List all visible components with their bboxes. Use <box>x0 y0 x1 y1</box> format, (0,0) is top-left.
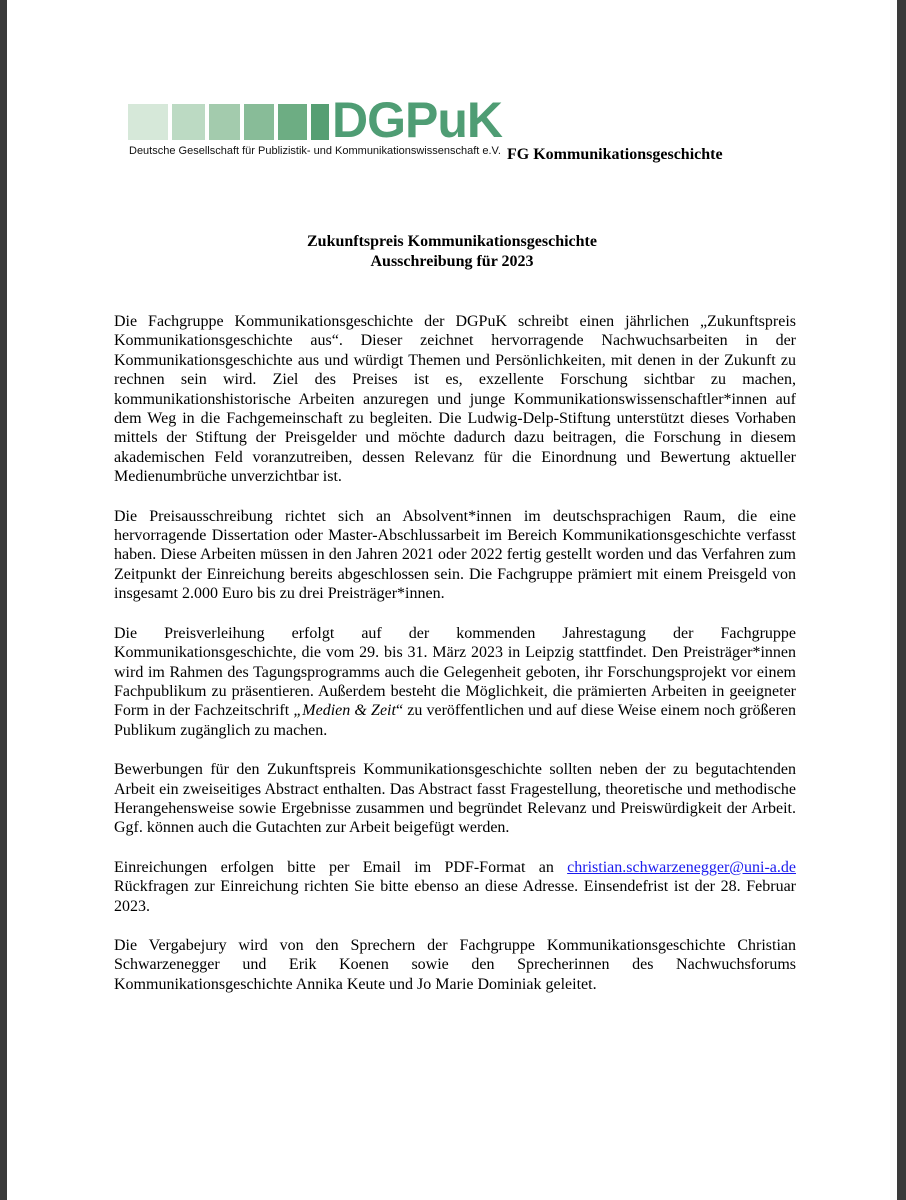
paragraph-text: Einreichungen erfolgen bitte per Email im PDF-Format an <box>114 858 568 876</box>
logo-bar <box>278 104 307 140</box>
section-label: FG Kommunikationsgeschichte <box>507 146 723 163</box>
logo-bar <box>128 104 168 140</box>
logo-bar <box>172 104 205 140</box>
document-title <box>7 232 897 272</box>
paragraph-application: Bewerbungen für den Zukunftspreis Kommunikationsgeschichte sollten neben der zu begutachtenden Arbeit ein zweiseitiges Abstract enthalten. Das Abstract fasst Fragestellung, theoretische und methodische Herangehensweise sowie Ergebnisse zusammen und begründet Relevanz und Preiswürdigkeit der Arbeit. Ggf. können auch die Gutachten zur Arbeit beigefügt werden. <box>114 761 796 837</box>
logo-subtitle: Deutsche Gesellschaft für Publizistik- und Kommunikationswissenschaft e.V. <box>129 145 501 157</box>
paragraph-text: Die Preisverleihung erfolgt auf der kommenden Jahrestagung der Fachgruppe Kommunikationsgeschichte, die vom 29. bis 31. März 2023 in Leipzig stattfindet. Den Preisträger*innen wird im Rahmen des Tagungsprogramms auch die Gelegenheit geboten, ihr Forschungsprojekt vor einem Fachpublikum zu präsentieren. Außerdem besteht die Möglichkeit, die prämierten Arbeiten in geeigneter Form in der Fachzeitschrift <box>114 624 796 720</box>
journal-name: „Medien & Zeit <box>293 702 396 720</box>
paragraph-submission <box>114 858 796 916</box>
title-line-1: Zukunftspreis Kommunikationsgeschichte <box>307 233 597 250</box>
paragraph-text: “ zu veröffentlichen und auf diese Weise einem noch größeren Publikum zugänglich zu machen. <box>114 702 796 739</box>
logo-bar <box>209 104 240 140</box>
paragraph-eligibility: Die Preisausschreibung richtet sich an Absolvent*innen im deutschsprachigen Raum, die eine hervorragende Dissertation oder Master-Abschlussarbeit im Bereich Kommunikationsgeschichte verfasst haben. Diese Arbeiten müssen in den Jahren 2021 oder 2022 fertig gestellt worden und das Verfahren zum Zeitpunkt der Einreichung bereits abgeschlossen sein. Die Fachgruppe prämiert mit einem Preisgeld von insgesamt 2.000 Euro bis zu drei Preisträger*innen. <box>114 507 796 603</box>
paragraph-award-ceremony <box>114 624 796 740</box>
document-page <box>7 0 897 1200</box>
title-line-2: Ausschreibung für 2023 <box>370 253 534 270</box>
logo-bar <box>244 104 274 140</box>
contact-email-link[interactable]: christian.schwarzenegger@uni-a.de <box>567 858 796 876</box>
document-body <box>114 312 796 1014</box>
paragraph-intro: Die Fachgruppe Kommunikationsgeschichte der DGPuK schreibt einen jährlichen „Zukunftspreis Kommunikationsgeschichte aus“. Dieser zeichnet hervorragende Nachwuchsarbeiten in der Kommunikationsgeschichte aus und würdigt Themen und Persönlichkeiten, mit denen in der Zukunft zu rechnen sein wird. Ziel des Preises ist es, exzellente Forschung sichtbar zu machen, kommunikationshistorische Arbeiten anzuregen und junge Kommunikationswissenschaftler*innen auf dem Weg in die Fachgemeinschaft zu begleiten. Die Ludwig-Delp-Stiftung unterstützt dieses Vorhaben mittels der Stiftung der Preisgelder und möchte dadurch dazu beitragen, die Forschung in diesem akademischen Feld voranzutreiben, dessen Relevanz für die Einordnung und Bewertung aktueller Medienumbrüche unverzichtbar ist. <box>114 313 796 486</box>
dgpuk-logo-text: DGPuK <box>332 92 502 148</box>
letterhead <box>7 0 897 200</box>
paragraph-text: Rückfragen zur Einreichung richten Sie bitte ebenso an diese Adresse. Einsendefrist ist der 28. Februar 2023. <box>114 878 796 915</box>
logo-bar <box>311 104 329 140</box>
paragraph-jury: Die Vergabejury wird von den Sprechern der Fachgruppe Kommunikationsgeschichte Christian Schwarzenegger und Erik Koenen sowie den Sprecherinnen des Nachwuchsforums Kommunikationsgeschichte Annika Keute und Jo Marie Dominiak geleitet. <box>114 936 796 993</box>
